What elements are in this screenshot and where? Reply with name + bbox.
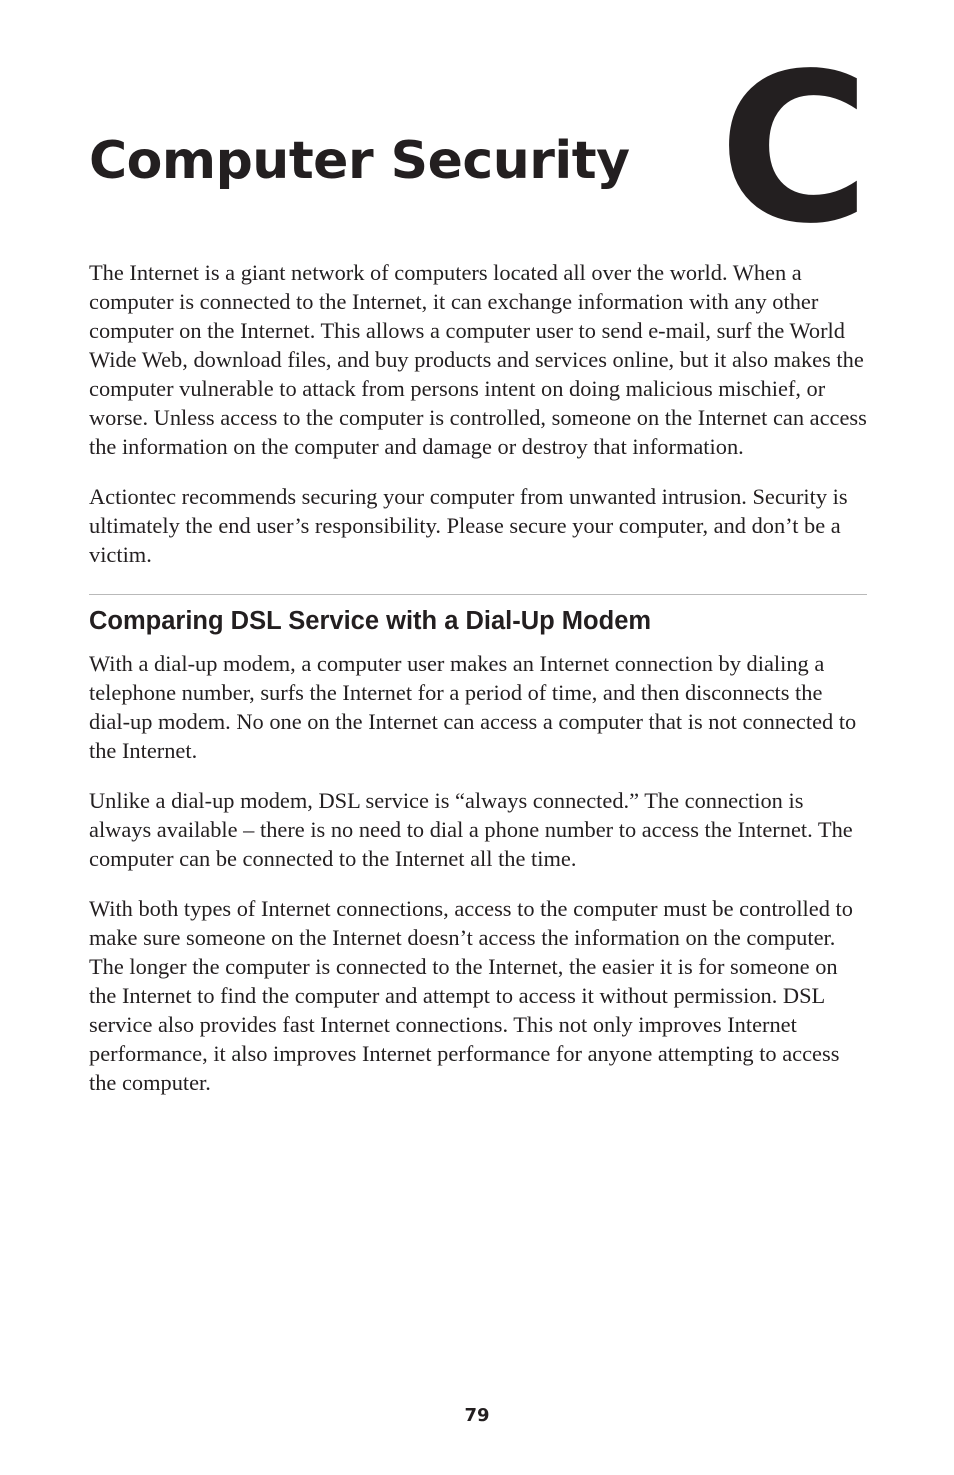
section-paragraph: With a dial-up modem, a computer user makes an Internet connection by dialing a telephone number, surfs the Internet for a period of time, and then disconnects the dial-up modem. No one on the Internet can access a computer that is not connected to the Internet. bbox=[89, 651, 857, 763]
section-heading: Comparing DSL Service with a Dial-Up Modem bbox=[89, 607, 652, 635]
intro-paragraph: The Internet is a giant network of computers located all over the world. When a computer is connected to the Internet, it can exchange information with any other computer on the Internet. This allows a computer user to send e-mail, surf the World Wide Web, download files, and buy products and services online, but it also makes the computer vulnerable to attack from persons intent on doing malicious mischief, or worse. Unless access to the computer is controlled, someone on the Internet can access the information on the computer and damage or destroy that information. bbox=[89, 260, 867, 459]
page-content bbox=[89, 258, 867, 1118]
intro-paragraph: Actiontec recommends securing your computer from unwanted intrusion. Security is ultimately the end user’s responsibility. Please secure your computer, and don’t be a victim. bbox=[89, 484, 848, 567]
section-paragraph: With both types of Internet connections, access to the computer must be controlled to make sure someone on the Internet doesn’t access the information on the computer. The longer the computer is connected to the Internet, the easier it is for someone on the Internet to find the computer and attempt to access it without permission. DSL service also provides fast Internet connections. This not only improves Internet performance, it also improves Internet performance for anyone attempting to access the computer. bbox=[89, 896, 853, 1095]
section-divider bbox=[89, 594, 867, 595]
section-paragraph: Unlike a dial-up modem, DSL service is “always connected.” The connection is always available – there is no need to dial a phone number to access the Internet. The computer can be connected to the Internet all the time. bbox=[89, 788, 853, 871]
page-number: 79 bbox=[464, 1405, 490, 1426]
chapter-title: Computer Security bbox=[89, 131, 630, 191]
chapter-letter: C bbox=[718, 29, 866, 269]
